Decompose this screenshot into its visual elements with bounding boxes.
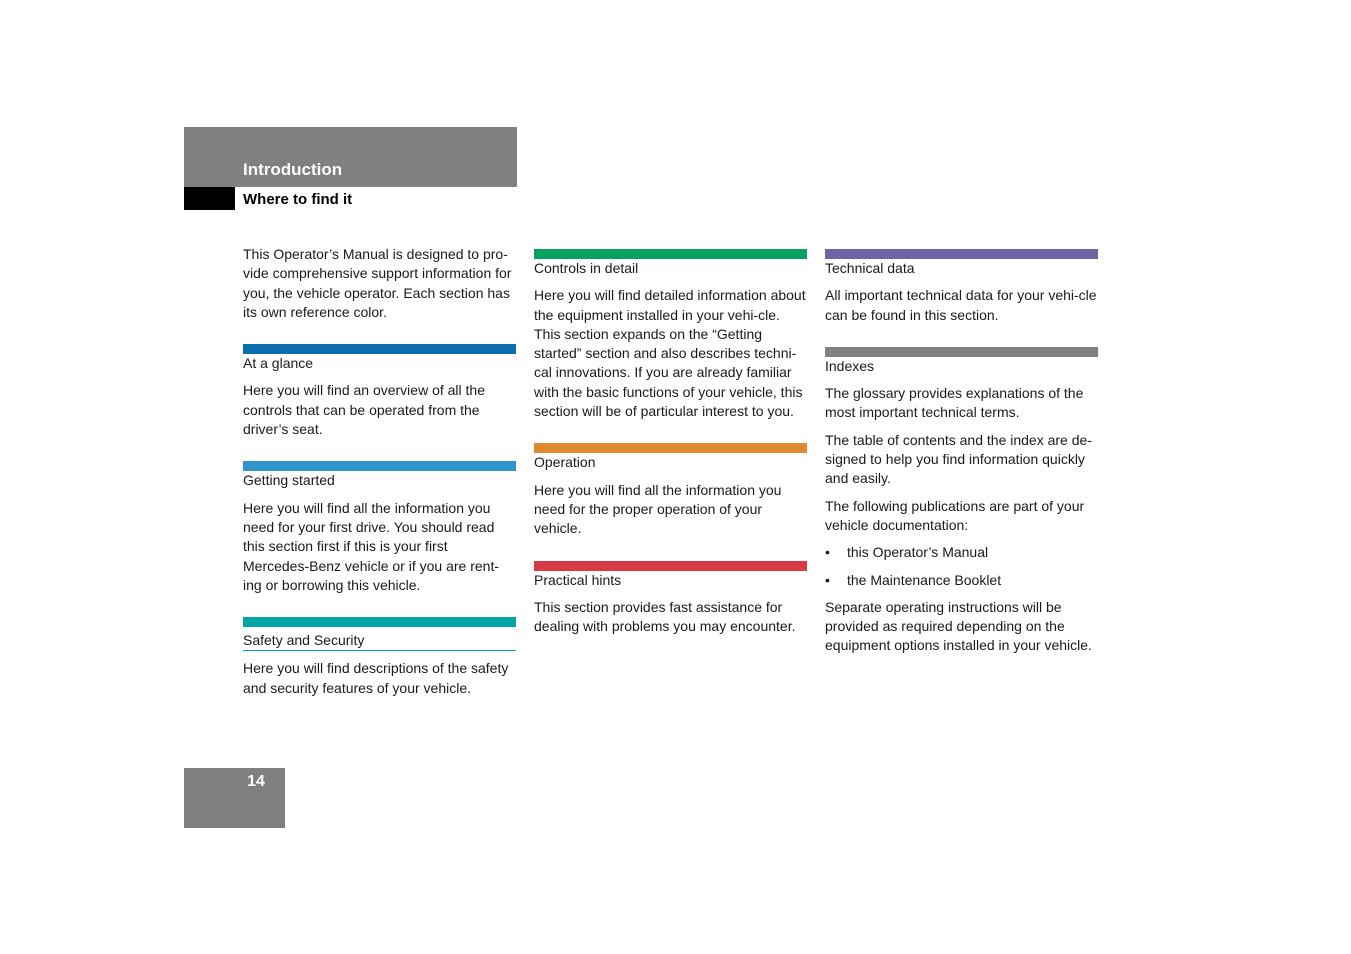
- section-title: Where to find it: [243, 191, 353, 208]
- section-indexes: [825, 347, 1098, 656]
- section-operation: [534, 443, 807, 538]
- color-bar-technical-data: [825, 249, 1098, 259]
- block-title: Technical data: [825, 260, 915, 276]
- color-bar-safety-security: [243, 617, 516, 627]
- color-bar-controls-in-detail: [534, 249, 807, 259]
- section-technical-data: [825, 249, 1098, 325]
- block-text: Separate operating instructions will be provided as required depending on the equipment options installed in your vehicle.: [825, 598, 1092, 654]
- section-controls-in-detail: [534, 249, 807, 421]
- list-item-label: the Maintenance Booklet: [847, 571, 1002, 588]
- color-bar-getting-started: [243, 461, 516, 471]
- chapter-header-box: [184, 127, 517, 187]
- block-text: The following publications are part of your vehicle documentation:: [825, 497, 1085, 533]
- section-marker: [184, 187, 235, 210]
- publication-list: [825, 543, 1098, 590]
- list-item: [825, 543, 1098, 562]
- color-bar-practical-hints: [534, 561, 807, 571]
- list-item-label: this Operator’s Manual: [847, 544, 989, 561]
- block-text: All important technical data for your vehi-cle can be found in this section.: [825, 287, 1097, 323]
- block-text: Here you will find all the information you need for your first drive. You should read this section first if this is your first Mercedes-Benz vehicle or if you are rent-ing or borrowing this vehicle.: [243, 499, 499, 593]
- block-title: Indexes: [825, 357, 875, 374]
- color-bar-indexes: [825, 347, 1098, 357]
- column-right: [825, 249, 1098, 678]
- block-text: The table of contents and the index are de-signed to help you find information quickly and easily.: [825, 431, 1092, 487]
- block-text: The glossary provides explanations of the most important technical terms.: [825, 385, 1084, 421]
- block-title: Practical hints: [534, 571, 622, 588]
- block-title: Controls in detail: [534, 260, 639, 276]
- section-practical-hints: [534, 561, 807, 637]
- intro-text: This Operator’s Manual is designed to pro-vide comprehensive support information for you, the vehicle operator. Each section has its own reference color.: [243, 246, 512, 320]
- list-item: [825, 571, 1098, 590]
- section-at-a-glance: [243, 344, 516, 439]
- block-text: Here you will find all the information you need for the proper operation of your vehicle.: [534, 481, 782, 537]
- section-safety-security: [243, 617, 516, 698]
- block-title: At a glance: [243, 355, 314, 372]
- bullet-icon: •: [825, 544, 830, 561]
- block-text: This section provides fast assistance for dealing with problems you may encounter.: [534, 598, 796, 635]
- chapter-title: Introduction: [243, 160, 343, 179]
- page-number: 14: [247, 773, 265, 790]
- column-middle: [534, 249, 807, 658]
- color-bar-operation: [534, 443, 807, 453]
- block-text: Here you will find an overview of all the controls that can be operated from the driver’s seat.: [243, 382, 486, 438]
- block-text: Here you will find detailed information about the equipment installed in your vehi-cle. This section expands on the “Getting started” section and also describes techni-cal innovations. If you are already familiar with the basic functions of your vehicle, this section will be of particular interest to you.: [534, 287, 806, 420]
- block-title: Safety and Security: [243, 631, 516, 651]
- block-title: Getting started: [243, 472, 335, 489]
- column-left: [243, 245, 516, 720]
- page-number-box: [184, 768, 285, 828]
- section-getting-started: [243, 461, 516, 595]
- block-title: Operation: [534, 454, 596, 471]
- bullet-icon: •: [825, 571, 830, 588]
- color-bar-at-a-glance: [243, 344, 516, 354]
- block-text: Here you will find descriptions of the safety and security features of your vehicle.: [243, 660, 509, 696]
